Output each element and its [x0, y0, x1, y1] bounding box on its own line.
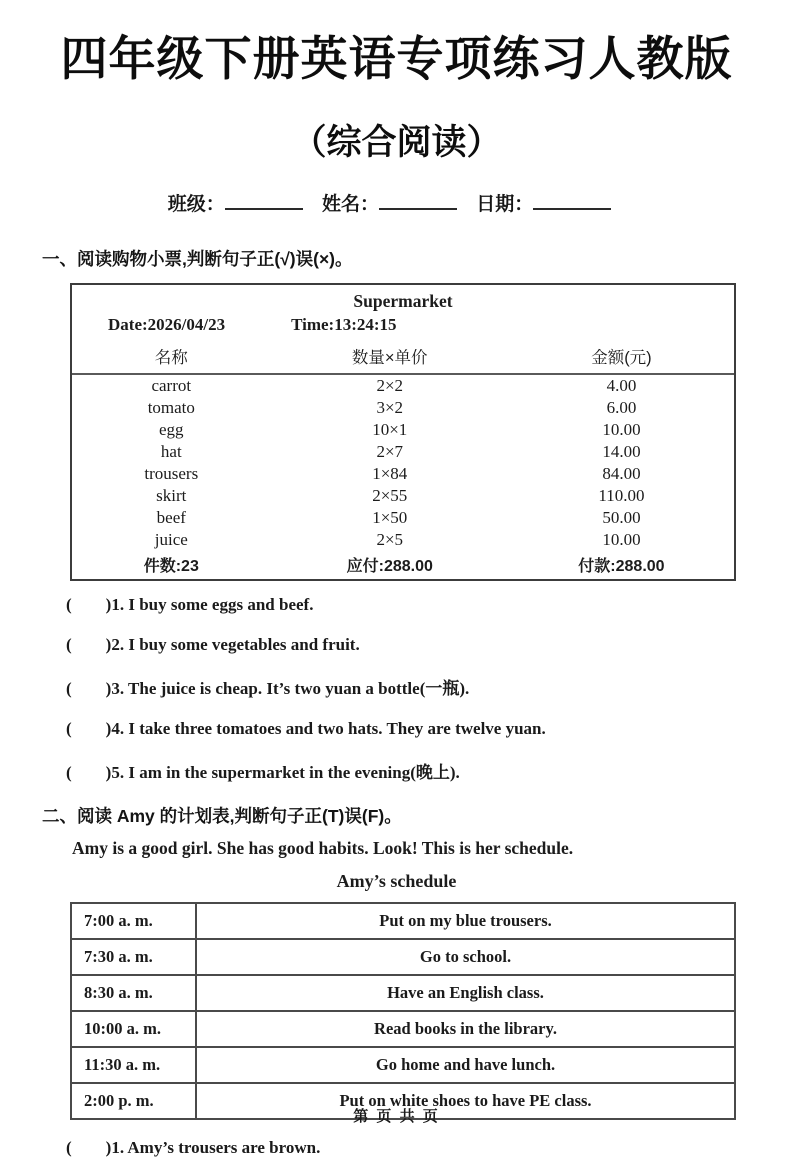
- table-row: [72, 463, 734, 485]
- section2-heading: 二、阅读 Amy 的计划表,判断句子正(T)误(F)。: [42, 805, 402, 826]
- class-blank-field[interactable]: [225, 190, 303, 210]
- list-item: [66, 595, 793, 615]
- receipt-date: Date:2026/04/23: [108, 315, 226, 334]
- receipt-amount-paid: 付款:288.00: [578, 558, 665, 575]
- name-label: 姓名：: [321, 194, 379, 215]
- table-row: [71, 1047, 735, 1083]
- table-row: [71, 939, 735, 975]
- list-item: [66, 758, 793, 783]
- schedule-time: 2:00 p. m.: [71, 1083, 196, 1119]
- schedule-activity: Go to school.: [196, 939, 735, 975]
- receipt-cell: 110.00: [598, 486, 645, 505]
- receipt-cell: 50.00: [602, 508, 641, 527]
- receipt-cell: 3×2: [376, 398, 404, 417]
- receipt-cell: egg: [159, 420, 184, 439]
- table-row: [72, 529, 734, 551]
- receipt-cell: 2×2: [376, 376, 404, 395]
- table-row: [72, 419, 734, 441]
- page-title: 四年级下册英语专项练习人教版: [60, 32, 733, 85]
- receipt-cell: 6.00: [606, 398, 637, 417]
- receipt-datetime-row: [108, 315, 734, 335]
- receipt-cell: 4.00: [606, 376, 637, 395]
- question-text: 3. The juice is cheap. It’s two yuan a bottle(一瓶).: [111, 679, 470, 698]
- section1-heading: 一、阅读购物小票,判断句子正(√)误(×)。: [42, 249, 353, 269]
- receipt-cell: 2×55: [372, 486, 408, 505]
- list-item: [66, 674, 793, 699]
- schedule-activity: Go home and have lunch.: [196, 1047, 735, 1083]
- receipt-column-headers: [72, 343, 734, 375]
- schedule-time: 7:30 a. m.: [71, 939, 196, 975]
- answer-bracket[interactable]: ( ): [66, 634, 112, 654]
- table-row: [71, 975, 735, 1011]
- question-text: 2. I buy some vegetables and fruit.: [111, 634, 360, 654]
- section1-questions: [66, 595, 793, 783]
- schedule-time: 7:00 a. m.: [71, 903, 196, 939]
- receipt-item-count: 件数:23: [143, 558, 199, 575]
- page-footer: 第 页 共 页: [353, 1108, 440, 1125]
- name-blank-field[interactable]: [379, 190, 457, 210]
- schedule-time: 11:30 a. m.: [71, 1047, 196, 1083]
- class-label: 班级：: [167, 194, 225, 215]
- question-text: 4. I take three tomatoes and two hats. They are twelve yuan.: [111, 718, 546, 738]
- receipt-cell: carrot: [151, 376, 192, 395]
- receipt-col-name: 名称: [154, 349, 188, 367]
- receipt-cell: 1×84: [372, 464, 408, 483]
- answer-bracket[interactable]: ( ): [66, 763, 112, 782]
- schedule-time: 8:30 a. m.: [71, 975, 196, 1011]
- answer-bracket[interactable]: ( ): [66, 718, 112, 738]
- receipt-cell: 14.00: [602, 442, 641, 461]
- receipt-col-qty-price: 数量×单价: [351, 349, 428, 367]
- list-item: [66, 719, 793, 739]
- date-blank-field[interactable]: [533, 190, 611, 210]
- schedule-title: Amy’s schedule: [336, 870, 457, 891]
- table-row: [72, 507, 734, 529]
- receipt-cell: 10.00: [602, 530, 641, 549]
- receipt-cell: 2×5: [376, 530, 404, 549]
- table-row: [72, 397, 734, 419]
- table-row: [72, 441, 734, 463]
- table-row: [71, 903, 735, 939]
- section2-question: [66, 1138, 793, 1158]
- answer-bracket[interactable]: ( ): [66, 679, 112, 698]
- receipt-store-name: Supermarket: [353, 291, 453, 311]
- receipt-cell: hat: [160, 442, 182, 461]
- schedule-time: 10:00 a. m.: [71, 1011, 196, 1047]
- page-subtitle: （综合阅读）: [291, 123, 502, 162]
- schedule-activity: Put on white shoes to have PE class.: [196, 1083, 735, 1119]
- receipt-box: [70, 283, 736, 581]
- receipt-cell: 10.00: [602, 420, 641, 439]
- question-text: 5. I am in the supermarket in the evening(晚上).: [111, 763, 460, 782]
- schedule-activity: Have an English class.: [196, 975, 735, 1011]
- answer-bracket[interactable]: ( ): [66, 1137, 112, 1157]
- student-info-row: [0, 189, 793, 216]
- receipt-time: Time:13:24:15: [291, 315, 397, 334]
- question-text: 1. Amy’s trousers are brown.: [111, 1137, 321, 1157]
- receipt-cell: juice: [154, 530, 188, 549]
- table-row: [72, 485, 734, 507]
- question-text: 1. I buy some eggs and beef.: [111, 595, 314, 614]
- section2-intro: Amy is a good girl. She has good habits. Look! This is her schedule.: [72, 837, 574, 858]
- receipt-cell: 84.00: [602, 464, 641, 483]
- receipt-summary-row: [72, 552, 734, 577]
- receipt-cell: 2×7: [376, 442, 404, 461]
- receipt-cell: beef: [156, 508, 186, 527]
- receipt-amount-due: 应付:288.00: [346, 558, 433, 575]
- receipt-cell: 10×1: [372, 420, 408, 439]
- receipt-cell: 1×50: [372, 508, 408, 527]
- schedule-activity: Read books in the library.: [196, 1011, 735, 1047]
- answer-bracket[interactable]: ( ): [66, 595, 112, 614]
- receipt-cell: trousers: [144, 464, 199, 483]
- schedule-activity: Put on my blue trousers.: [196, 903, 735, 939]
- list-item: [66, 635, 793, 655]
- receipt-cell: tomato: [147, 398, 195, 417]
- receipt-col-amount: 金额(元): [591, 349, 652, 367]
- schedule-table: [70, 902, 736, 1120]
- receipt-cell: skirt: [156, 486, 187, 505]
- worksheet-page: [0, 22, 793, 1157]
- date-label: 日期：: [476, 194, 534, 215]
- table-row: [72, 375, 734, 397]
- table-row: [71, 1011, 735, 1047]
